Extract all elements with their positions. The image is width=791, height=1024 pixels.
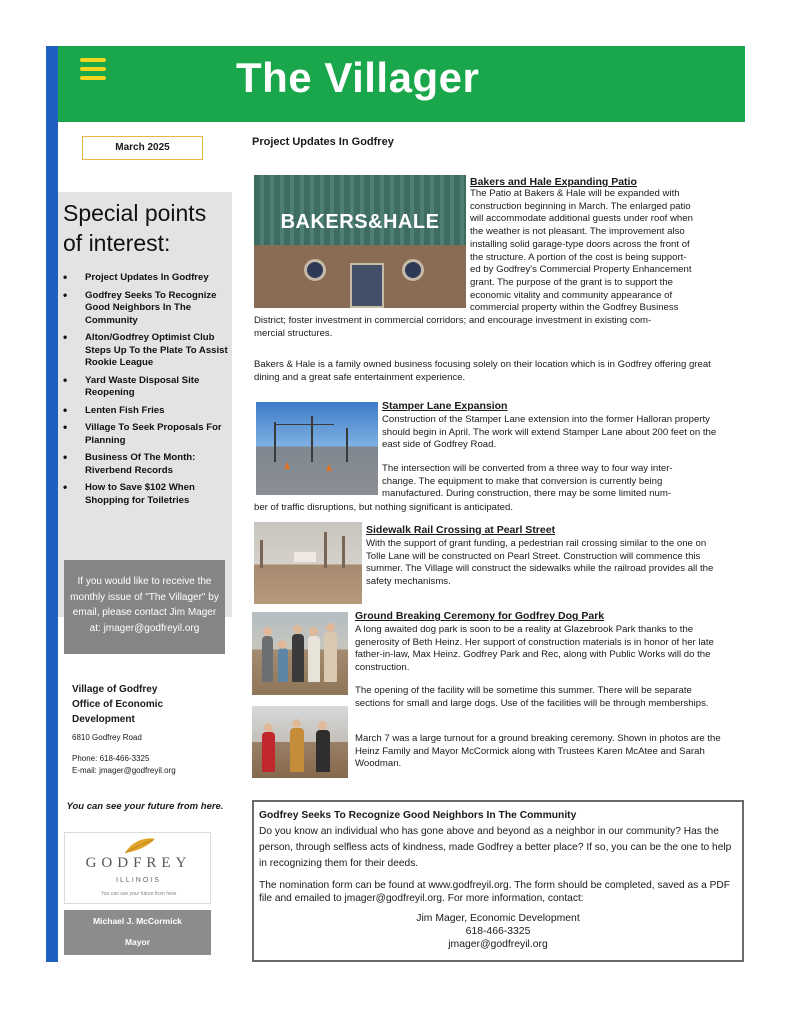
office-phone: Phone: 618-466-3325 bbox=[72, 754, 150, 763]
office-email: E-mail: jmager@godfreyil.org bbox=[72, 766, 176, 775]
logo-tagline: You can see your future from here bbox=[100, 891, 177, 897]
email-subscription-notice: If you would like to receive the monthly issue of "The Villager" by email, please contact Jim Mager at: jmager@godfreyil.org bbox=[64, 560, 225, 654]
dog-park-photo-group bbox=[252, 612, 348, 695]
stamper-lane-photo bbox=[256, 402, 378, 495]
good-neighbors-title: Godfrey Seeks To Recognize Good Neighbors In The Community bbox=[259, 810, 577, 821]
dog-park-photo-mayor bbox=[252, 706, 348, 778]
article-title-stamper: Stamper Lane Expansion bbox=[382, 400, 508, 412]
article-title-dogpark: Ground Breaking Ceremony for Godfrey Dog Park bbox=[355, 610, 605, 622]
office-name: Village of Godfrey Office of Economic Development bbox=[72, 684, 164, 725]
contact-phone: 618-466-3325 bbox=[465, 926, 531, 937]
special-points-list bbox=[60, 272, 230, 512]
special-points-title: Special points of interest: bbox=[63, 200, 207, 256]
newsletter-title: The Villager bbox=[236, 54, 480, 101]
godfrey-logo bbox=[64, 832, 211, 904]
article-body-dogpark-p1: A long awaited dog park is soon to be a reality at Glazebrook Park thanks to the generosity of Beth Heinz. Her support of construction materials is in honor of her late father-in-law, Max Heinz. Godfrey Park and Rec, along with Public Works will do the construction. bbox=[355, 624, 714, 674]
logo-state: ILLINOIS bbox=[116, 877, 161, 884]
mayor-box bbox=[64, 910, 211, 955]
list-item: • Yard Waste Disposal Site Reopening bbox=[60, 375, 230, 400]
office-address: 6810 Godfrey Road bbox=[72, 733, 142, 742]
article-body-dogpark-p2: The opening of the facility will be sometime this summer. There will be separate sections for small and large dogs. Use of the facilities will be through memberships. bbox=[355, 685, 709, 709]
pearl-street-photo bbox=[254, 522, 362, 604]
issue-date: March 2025 bbox=[82, 136, 203, 160]
article-body-bakers-cont: District; foster investment in commercial corridors; and encourage investment in existing com- mercial structures. bbox=[254, 315, 652, 339]
special-points-box bbox=[58, 192, 232, 617]
mayor-title: Mayor bbox=[124, 937, 151, 947]
tagline-text: You can see your future from here. bbox=[66, 801, 224, 812]
bakers-hale-photo bbox=[254, 175, 466, 308]
contact-email[interactable]: jmager@godfreyil.org bbox=[448, 939, 548, 950]
article-body-stamper-p2a: The intersection will be converted from a three way to four way inter- change. The equipment to make that conversion is currently being manufactured. During construction, there may be some limited num- bbox=[382, 463, 673, 500]
article-body-pearl: With the support of grant funding, a pedestrian rail crossing similar to the one on Tolle Lane will be constructed on Pearl Street. Construction will commence this summer. The Village will construct the sidewalks while the railroad provides all the safety mechanisms. bbox=[366, 538, 714, 588]
list-item: • Alton/Godfrey Optimist Club Steps Up To the Plate To Assist Rookie League bbox=[60, 332, 230, 370]
list-item: • Lenten Fish Fries bbox=[60, 405, 230, 418]
list-item: • Business Of The Month: Riverbend Records bbox=[60, 452, 230, 477]
list-item: • Project Updates In Godfrey bbox=[60, 272, 230, 285]
sidebar bbox=[58, 122, 232, 970]
left-accent-strip bbox=[46, 46, 58, 962]
article-body-stamper-p1: Construction of the Stamper Lane extension into the former Halloran property should begin in April. The work will extend Stamper Lane about 200 feet on the east side of Godfrey Road. bbox=[382, 414, 717, 451]
office-contact-block bbox=[72, 682, 222, 777]
article-title-bakers: Bakers and Hale Expanding Patio bbox=[470, 176, 637, 188]
leaf-icon bbox=[123, 837, 157, 855]
contact-block bbox=[254, 912, 742, 951]
good-neighbors-box bbox=[252, 800, 744, 962]
section-heading: Project Updates In Godfrey bbox=[252, 136, 394, 148]
good-neighbors-nomination: The nomination form can be found at www.godfreyil.org. The form should be completed, saved as a PDF file and emailed to jmager@godfreyil.org. For more information, contact: bbox=[259, 880, 730, 904]
list-item: • Godfrey Seeks To Recognize Good Neighbors In The Community bbox=[60, 290, 230, 328]
newsletter-header bbox=[58, 46, 745, 122]
storefront-sign: BAKERS&HALE bbox=[280, 211, 440, 233]
contact-name: Jim Mager, Economic Development bbox=[416, 913, 580, 924]
article-title-pearl: Sidewalk Rail Crossing at Pearl Street bbox=[366, 524, 556, 536]
list-item: • Village To Seek Proposals For Planning bbox=[60, 422, 230, 447]
logo-wordmark: GODFREY bbox=[85, 855, 192, 871]
hamburger-menu-icon[interactable] bbox=[80, 58, 106, 80]
article-body-bakers: The Patio at Bakers & Hale will be expanded with construction beginning in March. The enlarged patio will accommodate additional guests under roof when the weather is not pleasant. The improvement also installing solid garage-type doors across the front of the structure. A portion of the cost is being support- ed by Godfrey's Commercial Property Enhancement grant. The purpose of the grant is to support the economic vitality and community appearance of commercial property within the Godfrey Business bbox=[470, 188, 693, 314]
article-body-dogpark-p3: March 7 was a large turnout for a ground breaking ceremony. Shown in photos are the Heinz Family and Mayor McCormick along with Trustees Karen McAtee and Sarah Woodman. bbox=[355, 733, 721, 770]
mayor-name: Michael J. McCormick bbox=[93, 916, 182, 926]
article-body-stamper-p2b: ber of traffic disruptions, but nothing significant is anticipated. bbox=[254, 502, 514, 513]
good-neighbors-body: Do you know an individual who has gone above and beyond as a neighbor in our community? Has the person, through selfless acts of kindness, made Godfrey a better place? If so, you can be the one to help in recognizing them for their deeds. bbox=[259, 826, 732, 869]
list-item: • How to Save $102 When Shopping for Toiletries bbox=[60, 482, 230, 507]
article-body-bakers-p2: Bakers & Hale is a family owned business focusing solely on their location which is in Godfrey offering great dining and a great safe entertainment experience. bbox=[254, 359, 711, 383]
